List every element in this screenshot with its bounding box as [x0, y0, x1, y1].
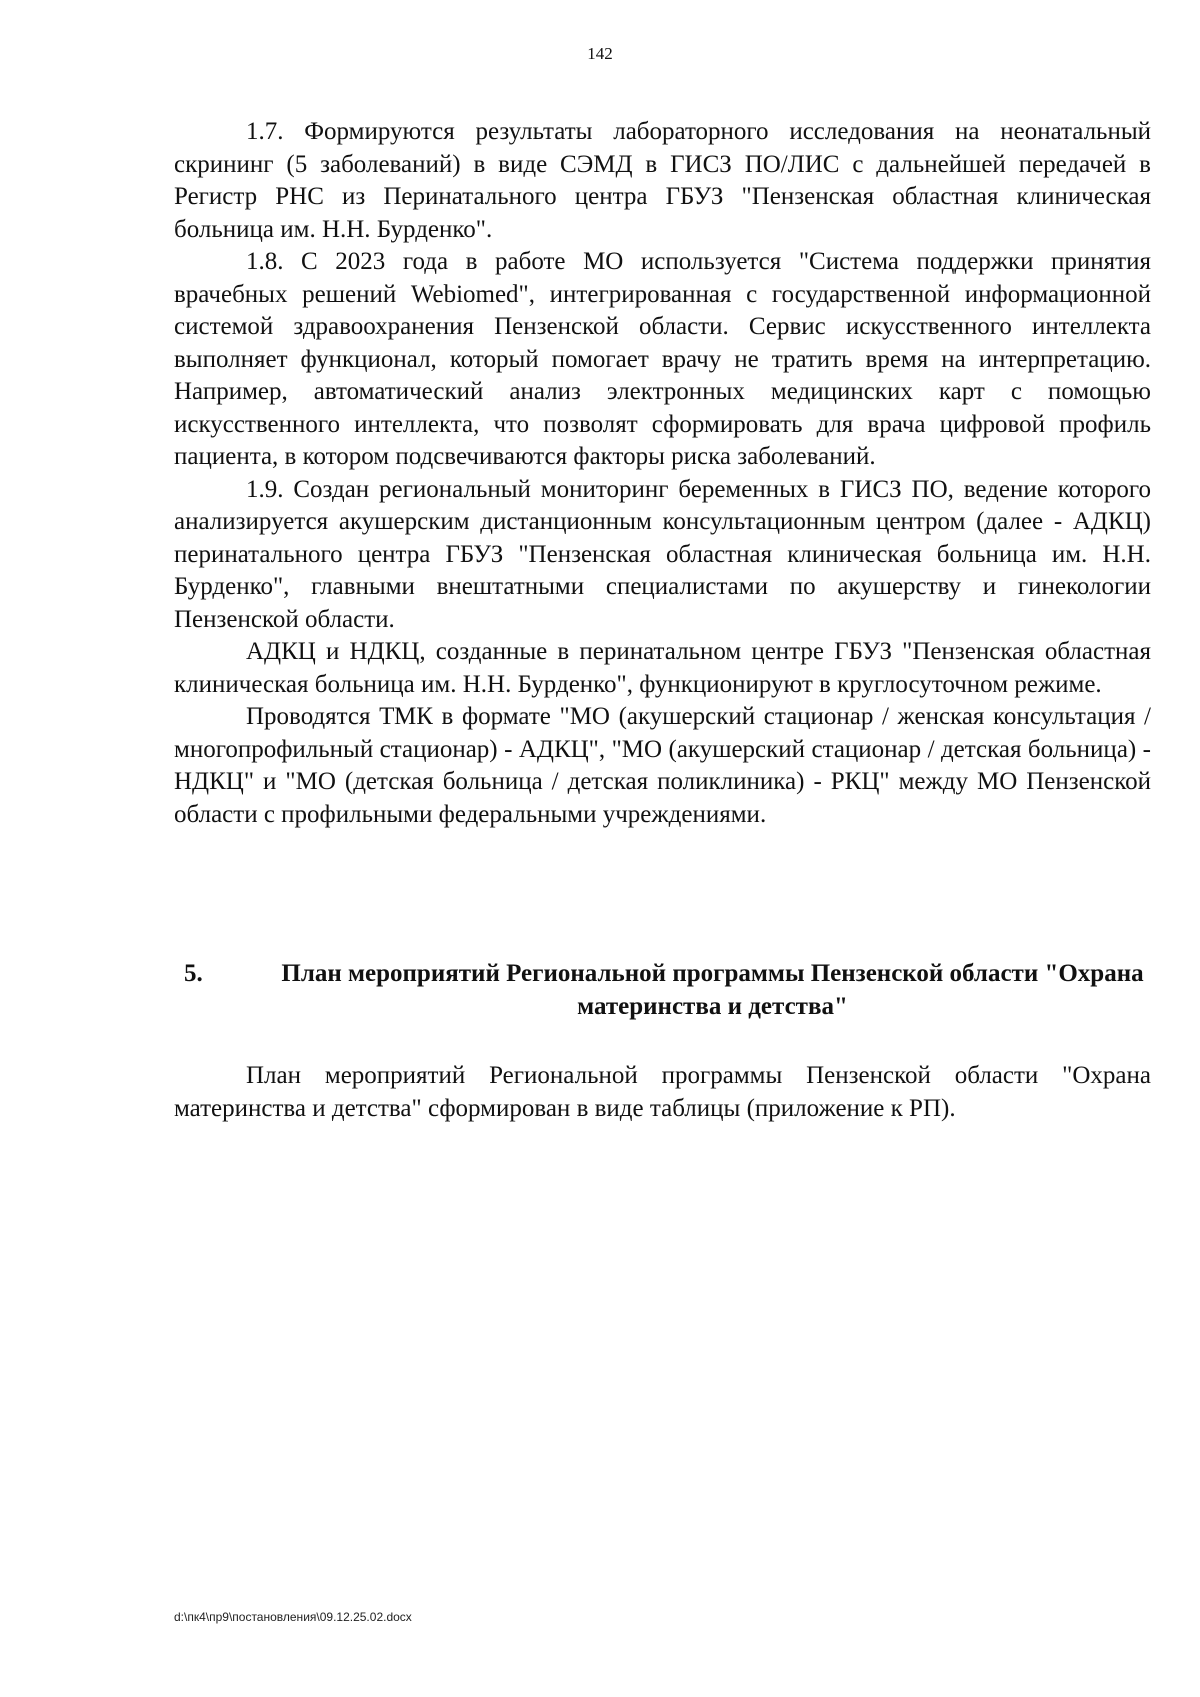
- paragraph-1-7: 1.7. Формируются результаты лабораторного исследования на неонатальный скрининг (5 заболеваний) в виде СЭМД в ГИСЗ ПО/ЛИС с дальнейшей передачей в Регистр РНС из Перинатального центра ГБУЗ "Пензенская областная клиническая больница им. Н.Н. Бурденко".: [174, 118, 1151, 243]
- paragraph-1-9: 1.9. Создан региональный мониторинг беременных в ГИСЗ ПО, ведение которого анализируется акушерским дистанционным консультационным центром (далее - АДКЦ) перинатального центра ГБУЗ "Пензенская областная клиническая больница им. Н.Н. Бурденко", главными внештатными специалистами по акушерству и гинекологии Пензенской области.: [174, 475, 1151, 633]
- closing-body: [174, 1060, 1151, 1125]
- section-number: 5.: [184, 960, 203, 987]
- section-heading: [174, 957, 1151, 1023]
- section-title: План мероприятий Региональной программы Пензенской области "Охрана материнства и детства": [281, 960, 1144, 1020]
- paragraph-adkc-ndkc: АДКЦ и НДКЦ, созданные в перинатальном центре ГБУЗ "Пензенская областная клиническая больница им. Н.Н. Бурденко", функционируют в круглосуточном режиме.: [174, 638, 1151, 698]
- page-number: 142: [587, 44, 613, 63]
- paragraph-tmk: Проводятся ТМК в формате "МО (акушерский стационар / женская консультация / многопрофильный стационар) - АДКЦ", "МО (акушерский стационар / детская больница) - НДКЦ" и "МО (детская больница / детская поликлиника) - РКЦ" между МО Пензенской области с профильными федеральными учреждениями.: [174, 703, 1151, 828]
- paragraph-1-8: 1.8. С 2023 года в работе МО используется "Система поддержки принятия врачебных решений Webiomed", интегрированная с государственной информационной системой здравоохранения Пензенской области. Сервис искусственного интеллекта выполняет функционал, который помогает врачу не тратить время на интерпретацию. Например, автоматический анализ электронных медицинских карт с помощью искусственного интеллекта, что позволят сформировать для врача цифровой профиль пациента, в котором подсвечиваются факторы риска заболеваний.: [174, 248, 1151, 470]
- footer-file-path: d:\пк4\пр9\постановления\09.12.25.02.docx: [174, 1610, 412, 1624]
- document-body: [174, 116, 1151, 831]
- closing-paragraph: План мероприятий Региональной программы Пензенской области "Охрана материнства и детства" сформирован в виде таблицы (приложение к РП).: [174, 1062, 1151, 1122]
